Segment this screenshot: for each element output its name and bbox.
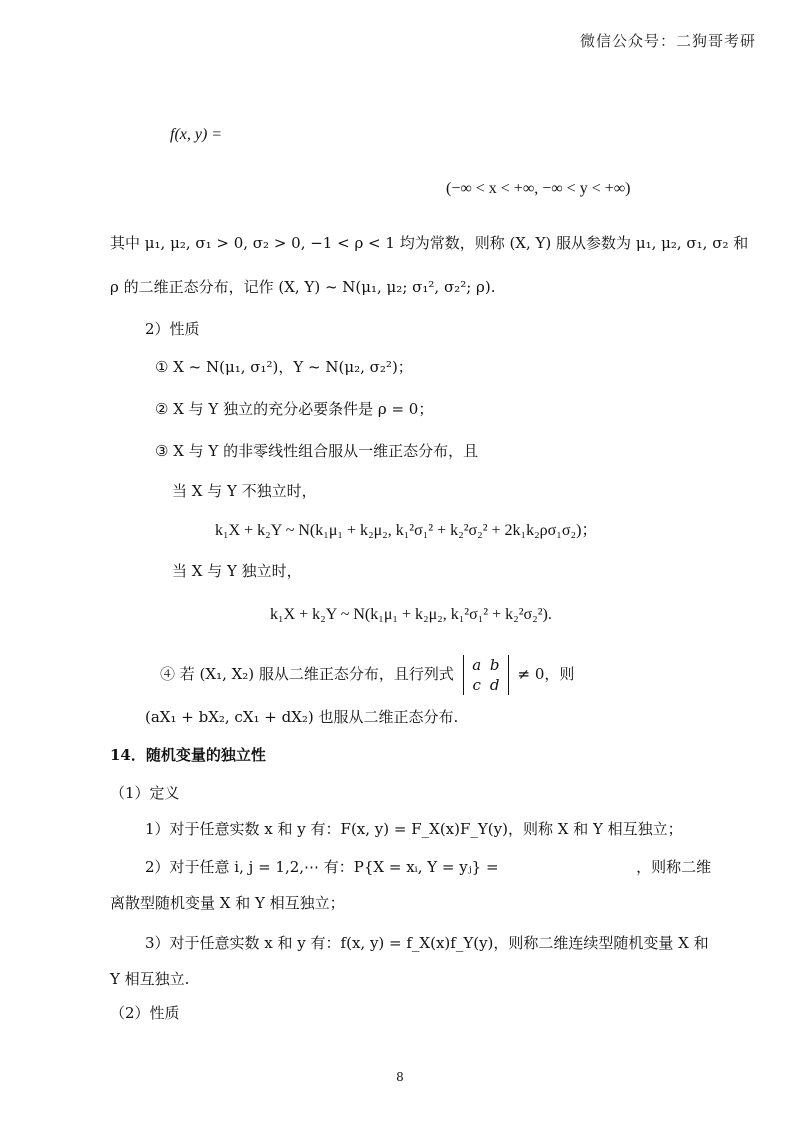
definition-2 (145, 856, 711, 878)
definition-2-line2: 离散型随机变量 X 和 Y 相互独立； (110, 894, 345, 912)
parameter-text-line2: ρ 的二维正态分布，记作 (X, Y) ~ N(μ₁, μ₂; σ₁², σ₂²; ρ). (110, 278, 496, 296)
definition-2-prefix: 2）对于任意 i, j = 1,2,⋯ 有：P{X = xᵢ, Y = yⱼ} = (145, 858, 499, 876)
property-4 (160, 652, 574, 696)
parameter-text-line1: 其中 μ₁, μ₂, σ₁ > 0, σ₂ > 0, −1 < ρ < 1 均为常数，则称 (X, Y) 服从参数为 μ₁, μ₂, σ₁, σ₂ 和 (110, 234, 749, 252)
determinant (463, 655, 509, 695)
definition-3: 3）对于任意实数 x 和 y 有：f(x, y) = f_X(x)f_Y(y)，则称二维连续型随机变量 X 和 (145, 934, 709, 952)
page-header: 微信公众号：二狗哥考研 (579, 32, 756, 50)
det-d: d (489, 676, 500, 694)
property-3-case-independent: 当 X 与 Y 独立时， (172, 562, 302, 580)
property-4-suffix: ≠ 0，则 (517, 665, 575, 683)
section-14-title: 14．随机变量的独立性 (110, 746, 266, 764)
property-2: ② X 与 Y 独立的充分必要条件是 ρ = 0； (155, 400, 434, 418)
property-3-case-dependent: 当 X 与 Y 不独立时， (172, 482, 317, 500)
domain-range: (−∞ < x < +∞, −∞ < y < +∞) (446, 180, 631, 197)
formula-independent: k₁X + k₂Y ~ N(k₁μ₁ + k₂μ₂, k₁²σ₁² + k₂²σ₂²). (270, 606, 552, 623)
property-1: ① X ~ N(μ₁, σ₁²)，Y ~ N(μ₂, σ₂²)； (155, 358, 413, 376)
property-3: ③ X 与 Y 的非零线性组合服从一维正态分布，且 (155, 442, 479, 460)
properties-title: 2）性质 (145, 320, 200, 338)
page-number: 8 (396, 1070, 404, 1084)
property-4-prefix: ④ 若 (X₁, X₂) 服从二维正态分布，且行列式 (160, 665, 454, 683)
det-b: b (489, 656, 500, 674)
det-a: a (472, 656, 482, 674)
property-4-line2: (aX₁ + bX₂, cX₁ + dX₂) 也服从二维正态分布. (145, 708, 459, 726)
formula-dependent: k₁X + k₂Y ~ N(k₁μ₁ + k₂μ₂, k₁²σ₁² + k₂²σ₂² + 2k₁k₂ρσ₁σ₂)； (215, 522, 598, 539)
definition-1: 1）对于任意实数 x 和 y 有：F(x, y) = F_X(x)F_Y(y)，则称 X 和 Y 相互独立； (145, 820, 683, 838)
joint-density-label: f(x, y) = (170, 126, 223, 143)
definition-3-line2: Y 相互独立. (110, 970, 190, 988)
properties-2-title: （2）性质 (110, 1004, 180, 1022)
definition-title: （1）定义 (110, 784, 180, 802)
det-c: c (472, 676, 481, 694)
definition-2-suffix: ，则称二维 (636, 858, 712, 876)
